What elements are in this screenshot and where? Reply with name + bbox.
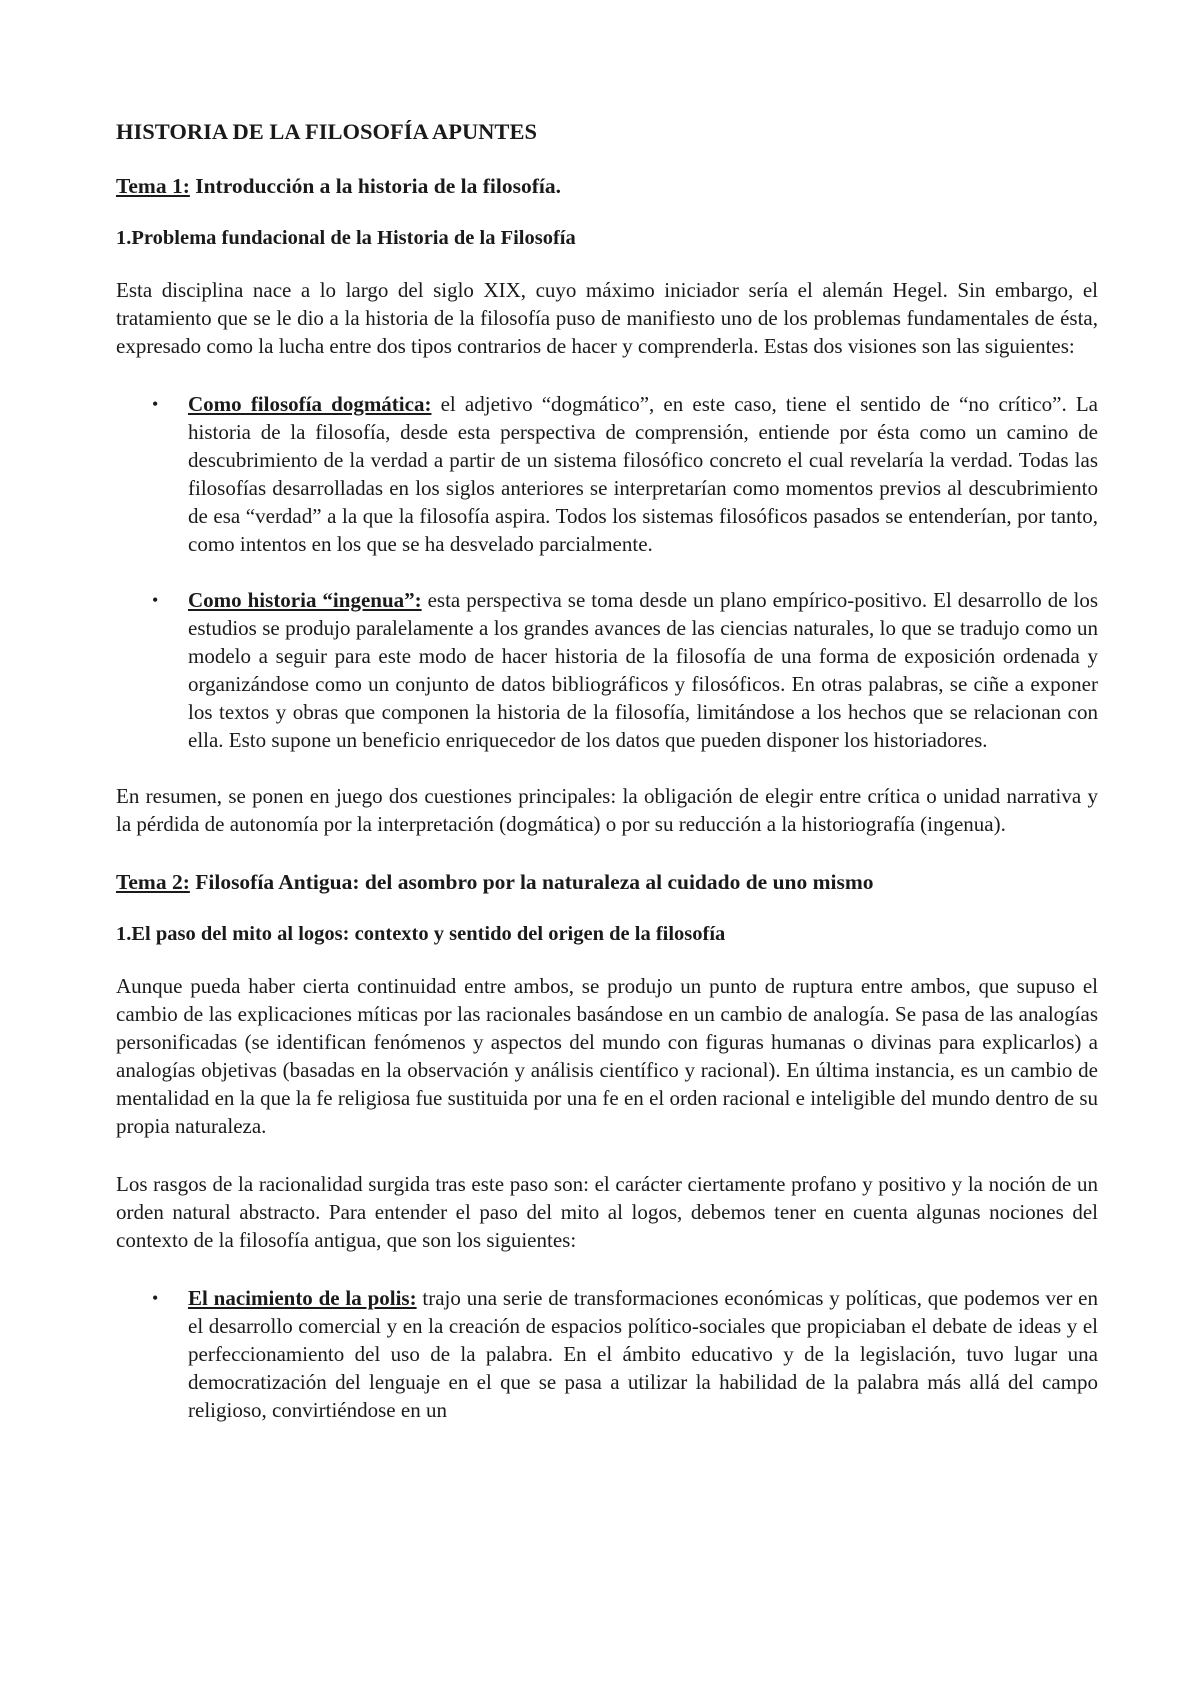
tema-1-bullet-list xyxy=(116,390,1098,754)
tema-1-section-1-heading: 1.Problema fundacional de la Historia de la Filosofía xyxy=(116,227,576,249)
document-page xyxy=(116,118,1098,1442)
tema-2-heading xyxy=(116,868,1098,896)
bullet-icon: • xyxy=(152,1288,159,1308)
tema-2-title: Filosofía Antigua: del asombro por la naturaleza al cuidado de uno mismo xyxy=(189,870,874,894)
bullet-text: el adjetivo “dogmático”, en este caso, tiene el sentido de “no crítico”. La historia de la filosofía, desde esta perspectiva de comprensión, entiende por ésta como un camino de descubrimiento de la verdad a partir de un sistema filosófico concreto el cual revelaría la verdad. Todas las filosofías desarrolladas en los siglos anteriores se interpretarían como momentos previos al descubrimiento de esa “verdad” a la que la filosofía aspira. Todos los sistemas filosóficos pasados se entenderían, por tanto, como intentos en los que se ha desvelado parcialmente. xyxy=(188,392,1098,556)
bullet-item-ingenua xyxy=(116,586,1098,754)
bullet-heading: Como filosofía dogmática: xyxy=(188,392,432,416)
bullet-text: esta perspectiva se toma desde un plano empírico-positivo. El desarrollo de los estudios se produjo paralelamente a los grandes avances de las ciencias naturales, lo que se tradujo como un modelo a seguir para este modo de hacer historia de la filosofía de una forma de exposición ordenada y organizándose como un conjunto de datos bibliográficos y filosóficos. En otras palabras, se ciñe a exponer los textos y obras que componen la historia de la filosofía, limitándose a los hechos que se relacionan con ella. Esto supone un beneficio enriquecedor de los datos que pueden disponer los historiadores. xyxy=(188,588,1098,752)
tema-2-number: Tema 2: xyxy=(116,870,190,894)
document-title: HISTORIA DE LA FILOSOFÍA APUNTES xyxy=(116,119,537,144)
bullet-heading: Como historia “ingenua”: xyxy=(188,588,422,612)
tema-1-intro-paragraph: Esta disciplina nace a lo largo del siglo XIX, cuyo máximo iniciador sería el alemán Hegel. Sin embargo, el tratamiento que se le dio a la historia de la filosofía puso de manifiesto uno de los problemas fundamentales de ésta, expresado como la lucha entre dos tipos contrarios de hacer y comprenderla. Estas dos visiones son las siguientes: xyxy=(116,278,1098,358)
tema-1-heading xyxy=(116,172,1098,200)
tema-2-section-1-heading: 1.El paso del mito al logos: contexto y sentido del origen de la filosofía xyxy=(116,923,726,945)
bullet-icon: • xyxy=(152,394,159,414)
tema-2-paragraph-1: Aunque pueda haber cierta continuidad entre ambos, se produjo un punto de ruptura entre ambos, que supuso el cambio de las explicaciones míticas por las racionales basándose en un cambio de analogía. Se pasa de las analogías personificadas (se identifican fenómenos y aspectos del mundo con figuras humanas o divinas para explicarlos) a analogías objetivas (basadas en la observación y análisis científico y racional). En última instancia, es un cambio de mentalidad en la que la fe religiosa fue sustituida por una fe en el orden racional e inteligible del mundo dentro de su propia naturaleza. xyxy=(116,974,1098,1138)
bullet-text: trajo una serie de transformaciones económicas y políticas, que podemos ver en el desarrollo comercial y en la creación de espacios político-sociales que propiciaban el debate de ideas y el perfeccionamiento del uso de la palabra. En el ámbito educativo y de la legislación, tuvo lugar una democratización del lenguaje en el que se pasa a utilizar la habilidad de la palabra más allá del campo religioso, convirtiéndose en un xyxy=(188,1286,1098,1422)
bullet-item-polis xyxy=(116,1284,1098,1424)
tema-2-bullet-list xyxy=(116,1284,1098,1424)
bullet-icon: • xyxy=(152,590,159,610)
bullet-heading: El nacimiento de la polis: xyxy=(188,1286,417,1310)
tema-1-number: Tema 1: xyxy=(116,174,190,198)
tema-1-summary-paragraph: En resumen, se ponen en juego dos cuestiones principales: la obligación de elegir entre crítica o unidad narrativa y la pérdida de autonomía por la interpretación (dogmática) o por su reducción a la historiografía (ingenua). xyxy=(116,784,1098,836)
tema-2-paragraph-2: Los rasgos de la racionalidad surgida tras este paso son: el carácter ciertamente profano y positivo y la noción de un orden natural abstracto. Para entender el paso del mito al logos, debemos tener en cuenta algunas nociones del contexto de la filosofía antigua, que son los siguientes: xyxy=(116,1172,1098,1252)
tema-1-title: Introducción a la historia de la filosofía. xyxy=(189,174,561,198)
bullet-item-dogmatica xyxy=(116,390,1098,558)
